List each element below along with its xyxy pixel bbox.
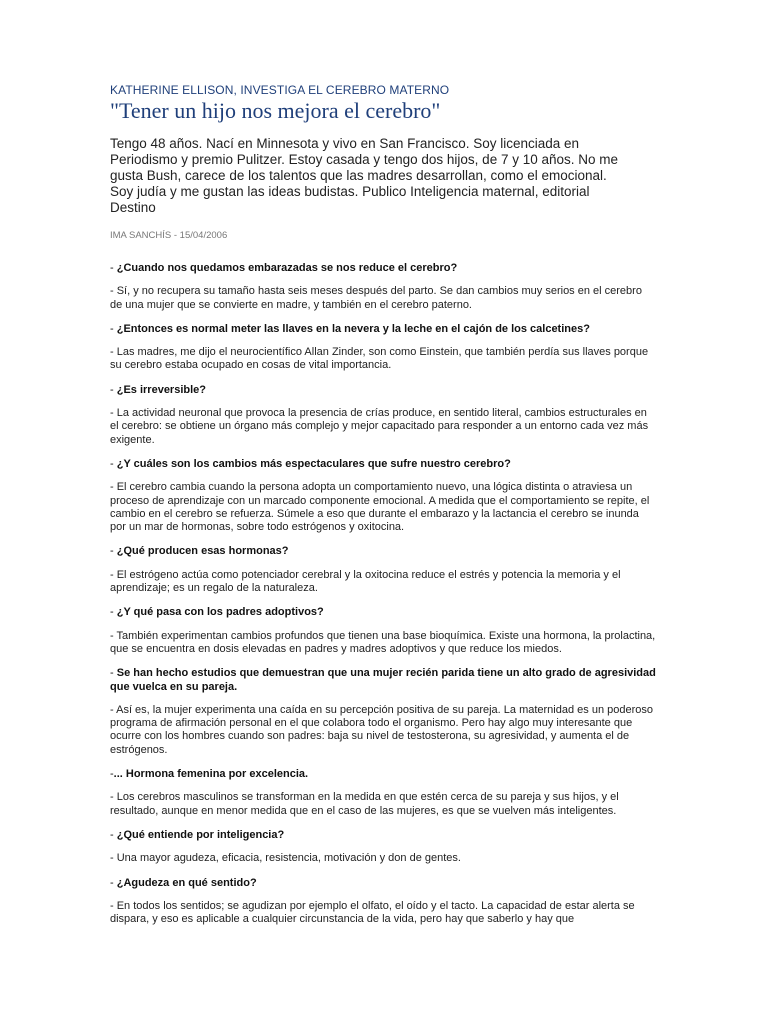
question-text: ... Hormona femenina por excelencia. bbox=[113, 768, 309, 781]
question bbox=[110, 606, 656, 619]
question-text: ¿Qué entiende por inteligencia? bbox=[116, 828, 285, 841]
question bbox=[110, 877, 656, 890]
question-dash: - bbox=[110, 667, 117, 680]
answer: - También experimentan cambios profundos que tienen una base bioquímica. Existe una hormona, la prolactina, que se encuentra en dosis elevadas en padres y madres adoptivos y que reduce los miedos. bbox=[110, 629, 656, 655]
answer: - La actividad neuronal que provoca la presencia de crías produce, en sentido literal, cambios estructurales en el cerebro: se obtiene un órgano más complejo y mejor capacitado para responder a un entorno cada vez más exigente. bbox=[110, 407, 649, 446]
article-headline: "Tener un hijo nos mejora el cerebro" bbox=[110, 98, 441, 123]
question-text: ¿Y qué pasa con los padres adoptivos? bbox=[116, 606, 324, 619]
question-dash: - bbox=[110, 262, 117, 274]
question bbox=[110, 667, 656, 694]
question-dash: - bbox=[110, 828, 117, 841]
answer: - Una mayor agudeza, eficacia, resistencia, motivación y don de gentes. bbox=[110, 852, 461, 865]
question-text: ¿Qué producen esas hormonas? bbox=[116, 545, 289, 558]
interview-body bbox=[110, 262, 656, 926]
answer: - Así es, la mujer experimenta una caída en su percepción positiva de su pareja. La maternidad es un poderoso programa de afirmación personal en el que colabora todo el organismo. Pero hay algo muy interesante que ocurre con los hombres cuando son padres: baja su nivel de testosterona, su agresividad, y aumenta el de estrógenos. bbox=[110, 703, 653, 756]
article-kicker: KATHERINE ELLISON, INVESTIGA EL CEREBRO MATERNO bbox=[110, 83, 450, 97]
question-text: Se han hecho estudios que demuestran que una mujer recién parida tiene un alto grado de agresividad que vuelca en su pareja. bbox=[110, 667, 656, 693]
answer: - Sí, y no recupera su tamaño hasta seis meses después del parto. Se dan cambios muy serios en el cerebro de una mujer que se convierte en madre, y también en el cerebro paterno. bbox=[110, 285, 642, 311]
question bbox=[110, 829, 656, 842]
question-dash: - bbox=[110, 876, 117, 889]
question bbox=[110, 323, 656, 336]
question bbox=[110, 384, 656, 397]
question-text: ¿Cuando nos quedamos embarazadas se nos reduce el cerebro? bbox=[116, 262, 458, 274]
question-dash: - bbox=[110, 383, 117, 396]
question bbox=[110, 262, 656, 275]
question-text: ¿Es irreversible? bbox=[116, 383, 207, 396]
question bbox=[110, 545, 656, 558]
question bbox=[110, 458, 656, 471]
question-dash: - bbox=[110, 457, 117, 470]
answer: - Las madres, me dijo el neurocientífico Allan Zinder, son como Einstein, que también perdía sus llaves porque su cerebro estaba ocupado en cosas de vital importancia. bbox=[110, 346, 649, 372]
article bbox=[110, 82, 656, 926]
question-text: ¿Y cuáles son los cambios más espectaculares que sufre nuestro cerebro? bbox=[116, 457, 511, 470]
answer: - En todos los sentidos; se agudizan por ejemplo el olfato, el oído y el tacto. La capacidad de estar alerta se dispara, y eso es aplicable a cualquier circunstancia de la vida, pero hay que saberlo y hay que bbox=[110, 899, 635, 926]
question-dash: - bbox=[110, 322, 117, 335]
question-dash: - bbox=[110, 606, 117, 619]
question-text: ¿Entonces es normal meter las llaves en la nevera y la leche en el cajón de los calcetines? bbox=[116, 322, 590, 335]
answer: - Los cerebros masculinos se transforman en la medida en que estén cerca de su pareja y sus hijos, y el resultado, aunque en menor medida que en el caso de las mujeres, es que se vuelven más inteligentes. bbox=[110, 791, 619, 817]
answer: - El estrógeno actúa como potenciador cerebral y la oxitocina reduce el estrés y potencia la memoria y el aprendizaje; es un regalo de la naturaleza. bbox=[110, 568, 621, 595]
article-intro: Tengo 48 años. Nací en Minnesota y vivo en San Francisco. Soy licenciada en Periodismo y premio Pulitzer. Estoy casada y tengo dos hijos, de 7 y 10 años. No me gusta Bush, carece de los talentos que las madres desarrollan, como el emocional. Soy judía y me gustan las ideas budistas. Publico Inteligencia maternal, editorial Destino bbox=[110, 136, 619, 215]
question-dash: - bbox=[110, 768, 114, 781]
question bbox=[110, 768, 656, 781]
article-byline: IMA SANCHÍS - 15/04/2006 bbox=[110, 230, 228, 241]
question-dash: - bbox=[110, 545, 117, 558]
question-text: ¿Agudeza en qué sentido? bbox=[116, 876, 257, 889]
answer: - El cerebro cambia cuando la persona adopta un comportamiento nuevo, una lógica distinta o atraviesa un proceso de aprendizaje con un marcado componente emocional. A medida que el comportamiento se repite, el cambio en el cerebro se refuerza. Súmele a eso que durante el embarazo y la lactancia el cerebro se inunda por un mar de hormonas, sobre todo estrógenos y oxitocina. bbox=[110, 481, 650, 534]
